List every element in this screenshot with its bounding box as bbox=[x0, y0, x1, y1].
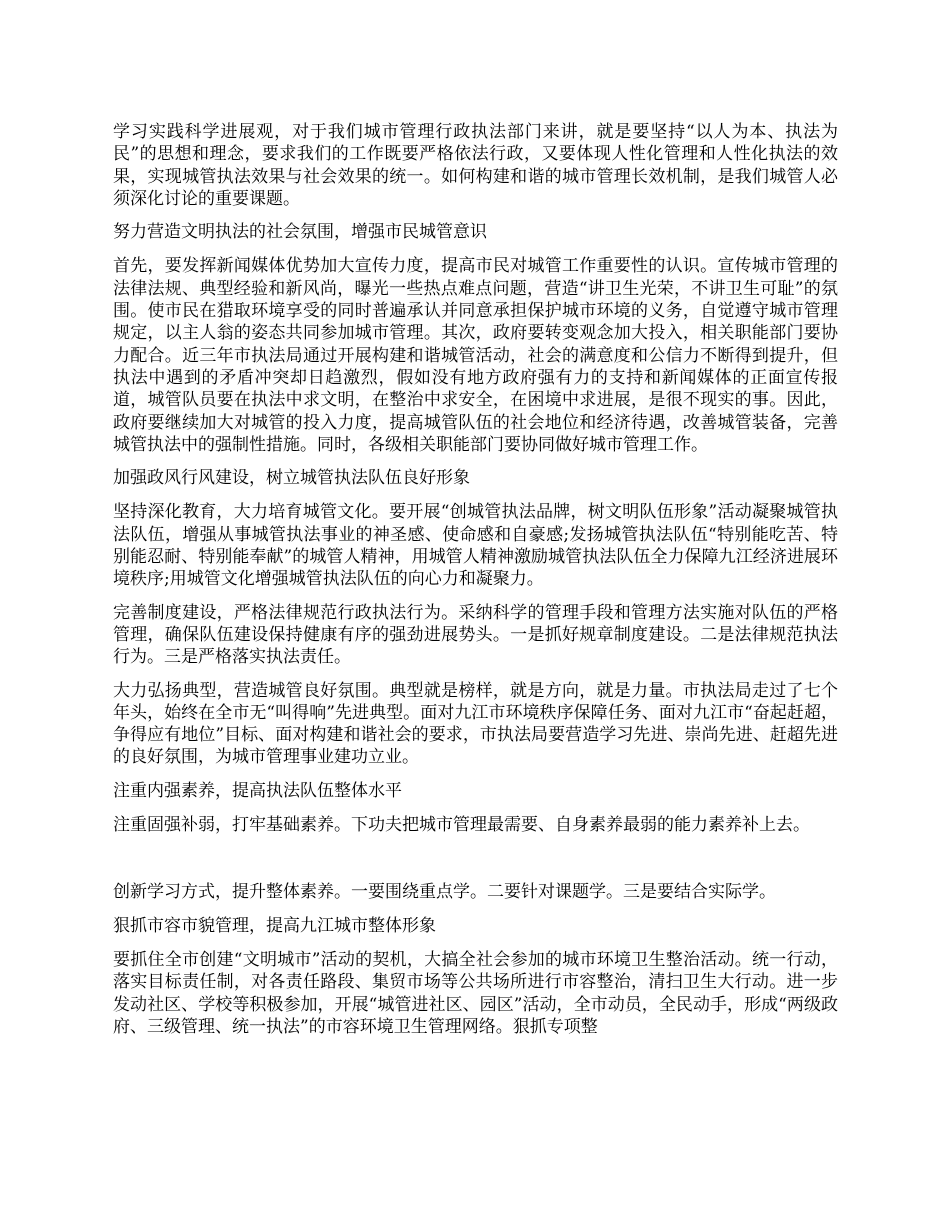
body-paragraph: 创新学习方式，提升整体素养。一要围绕重点学。二要针对课题学。三是要结合实际学。 bbox=[113, 882, 776, 903]
blank-gap bbox=[113, 847, 838, 881]
section-heading: 注重内强素养，提高执法队伍整体水平 bbox=[113, 780, 402, 801]
body-paragraph: 首先，要发挥新闻媒体优势加大宣传力度，提高市民对城管工作重要性的认识。宣传城市管理的法律法规、典型经验和新风尚，曝光一些热点难点问题，营造“讲卫生光荣，不讲卫生可耻”的氛围。使市民在猎取环境享受的同时普遍承认并同意承担保护城市环境的义务，自觉遵守城市管理规定，以主人翁的姿态共同参加城市管理。其次，政府要转变观念加大投入，相关职能部门要协力配合。近三年市执法局通过开展构建和谐城管活动，社会的满意度和公信力不断得到提升，但执法中遇到的矛盾冲突却日趋激烈，假如没有地方政府强有力的支持和新闻媒体的正面宣传报道，城管队员要在执法中求文明，在整治中求安全，在困境中求进展，是很不现实的事。因此，政府要继续加大对城管的投入力度，提高城管队伍的社会地位和经济待遇，改善城管装备，完善城管执法中的强制性措施。同时，各级相关职能部门要协同做好城市管理工作。 bbox=[113, 256, 838, 455]
body-paragraph: 注重固强补弱，打牢基础素养。下功夫把城市管理最需要、自身素养最弱的能力素养补上去。 bbox=[113, 815, 810, 836]
document-page bbox=[113, 121, 838, 1049]
body-paragraph: 完善制度建设，严格法律规范行政执法行为。采纳科学的管理手段和管理方法实施对队伍的严格管理，确保队伍建设保持健康有序的强劲进展势头。一是抓好规章制度建设。二是法律规范执法行为。三是严格落实执法责任。 bbox=[113, 602, 838, 668]
body-paragraph: 大力弘扬典型，营造城管良好氛围。典型就是榜样，就是方向，就是力量。市执法局走过了七个年头，始终在全市无“叫得响”先进典型。面对九江市环境秩序保障任务、面对九江市“奋起赶超，争得应有地位”目标、面对构建和谐社会的要求，市执法局要营造学习先进、崇尚先进、赶超先进的良好氛围，为城市管理事业建功立业。 bbox=[113, 680, 838, 768]
section-heading: 努力营造文明执法的社会氛围，增强市民城管意识 bbox=[113, 222, 487, 243]
section-heading: 狠抓市容市貌管理，提高九江城市整体形象 bbox=[113, 915, 436, 936]
body-paragraph: 要抓住全市创建“文明城市”活动的契机，大搞全社会参加的城市环境卫生整治活动。统一行动，落实目标责任制，对各责任路段、集贸市场等公共场所进行市容整治，清扫卫生大行动。进一步发动社区、学校等积极参加，开展“城管进社区、园区”活动，全市动员，全民动手，形成“两级政府、三级管理、统一执法”的市容环境卫生管理网络。狠抓专项整 bbox=[113, 949, 838, 1037]
body-paragraph: 坚持深化教育，大力培育城管文化。要开展“创城管执法品牌，树文明队伍形象”活动凝聚城管执法队伍，增强从事城管执法事业的神圣感、使命感和自豪感;发扬城管执法队伍“特别能吃苦、特别能忍耐、特别能奉献”的城管人精神，用城管人精神激励城管执法队伍全力保障九江经济进展环境秩序;用城管文化增强城管执法队伍的向心力和凝聚力。 bbox=[113, 502, 838, 590]
section-heading: 加强政风行风建设，树立城管执法队伍良好形象 bbox=[113, 468, 470, 489]
body-paragraph: 学习实践科学进展观，对于我们城市管理行政执法部门来讲，就是要坚持“以人为本、执法为民”的思想和理念，要求我们的工作既要严格依法行政，又要体现人性化管理和人性化执法的效果，实现城管执法效果与社会效果的统一。如何构建和谐的城市管理长效机制，是我们城管人必须深化讨论的重要课题。 bbox=[113, 122, 838, 209]
